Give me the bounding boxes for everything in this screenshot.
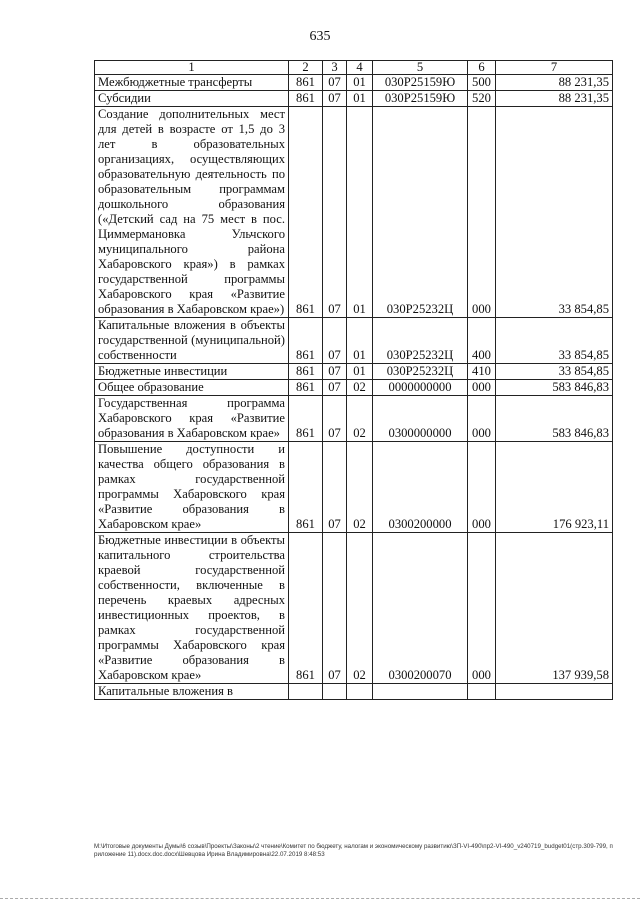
cell-col4: 01 [347,318,373,364]
row-name: Субсидии [95,91,289,107]
cell-col4: 02 [347,442,373,533]
cell-col5: 0300200070 [373,533,468,684]
table-row [95,533,613,684]
table-row [95,91,613,107]
row-name: Общее образование [95,380,289,396]
cell-col4: 01 [347,364,373,380]
table-row [95,75,613,91]
cell-col5: 0300000000 [373,396,468,442]
cell-col5: 030Р25232Ц [373,364,468,380]
row-name: Создание дополнительных мест для детей в возрасте от 1,5 до 3 лет в образовательных организациях, осуществляющих образовательную деятельность по образовательным программам дошкольного образования («Детский сад на 75 мест в пос. Циммермановка Ульчского муниципального района Хабаровского края») в рамках государственной программы Хабаровского края «Развитие образования в Хабаровском крае») [95,107,289,318]
cell-col2: 861 [289,533,323,684]
cell-col3: 07 [323,533,347,684]
cell-col4: 01 [347,91,373,107]
cell-col6: 000 [468,107,496,318]
row-name: Повышение доступности и качества общего образования в рамках государственной программы Хабаровского края «Развитие образования в Хабаровском крае» [95,442,289,533]
cell-col5: 030Р25159Ю [373,75,468,91]
cell-col3: 07 [323,318,347,364]
column-header: 2 [289,61,323,75]
cell-col4: 01 [347,75,373,91]
cell-col5: 0000000000 [373,380,468,396]
cell-col5: 0300200000 [373,442,468,533]
cell-col5: 030Р25232Ц [373,318,468,364]
table-row [95,380,613,396]
cell-col2: 861 [289,380,323,396]
table-row [95,396,613,442]
table-row [95,364,613,380]
cell-col7: 137 939,58 [496,533,613,684]
cell-col2: 861 [289,364,323,380]
cell-col2: 861 [289,107,323,318]
cell-col2: 861 [289,318,323,364]
cell-col4: 02 [347,380,373,396]
cell-col5 [373,684,468,700]
cell-col3: 07 [323,75,347,91]
cell-col6: 000 [468,380,496,396]
cell-col3: 07 [323,364,347,380]
cell-col4: 02 [347,533,373,684]
row-name: Капитальные вложения в [95,684,289,700]
column-header: 6 [468,61,496,75]
column-header: 1 [95,61,289,75]
cell-col7: 88 231,35 [496,91,613,107]
cell-col7: 88 231,35 [496,75,613,91]
cell-col3 [323,684,347,700]
row-name: Бюджетные инвестиции [95,364,289,380]
cell-col2: 861 [289,75,323,91]
cell-col7 [496,684,613,700]
cell-col4: 01 [347,107,373,318]
cell-col5: 030Р25232Ц [373,107,468,318]
cell-col6: 410 [468,364,496,380]
row-name: Государственная программа Хабаровского края «Развитие образования в Хабаровском крае» [95,396,289,442]
cell-col7: 583 846,83 [496,380,613,396]
cell-col2 [289,684,323,700]
cell-col3: 07 [323,442,347,533]
cell-col7: 33 854,85 [496,364,613,380]
cell-col6: 520 [468,91,496,107]
table-row [95,107,613,318]
column-header: 5 [373,61,468,75]
cell-col4: 02 [347,396,373,442]
row-name: Бюджетные инвестиции в объекты капитального строительства краевой государственной собственности, включенные в перечень краевых адресных инвестиционных проектов, в рамках государственной программы Хабаровского края «Развитие образования в Хабаровском крае» [95,533,289,684]
cell-col7: 33 854,85 [496,318,613,364]
table-header-row [95,61,613,75]
column-header: 3 [323,61,347,75]
cell-col2: 861 [289,91,323,107]
cell-col2: 861 [289,396,323,442]
cell-col3: 07 [323,380,347,396]
cell-col4 [347,684,373,700]
cell-col6: 500 [468,75,496,91]
cell-col7: 176 923,11 [496,442,613,533]
budget-table [94,60,613,700]
cell-col3: 07 [323,107,347,318]
row-name: Капитальные вложения в объекты государственной (муниципальной) собственности [95,318,289,364]
row-name: Межбюджетные трансферты [95,75,289,91]
page-bottom-rule [0,898,640,899]
cell-col5: 030Р25159Ю [373,91,468,107]
column-header: 4 [347,61,373,75]
cell-col2: 861 [289,442,323,533]
table-row [95,684,613,700]
cell-col6: 000 [468,442,496,533]
cell-col6: 000 [468,396,496,442]
cell-col6: 000 [468,533,496,684]
document-path-footer: M:\Итоговые документы Думы\6 созыв\Проекты\Законы\2 чтение\Комитет по бюджету, налогам и экономическому развитию\ЗП-VI-490\пр2-VI-490_v240719_budget01(стр.309-799, приложение 11).docx.doc.docx\Шевцова Ирина Владимировна\22.07.2019 8:48:53 [94,843,613,858]
cell-col7: 583 846,83 [496,396,613,442]
table-row [95,442,613,533]
cell-col6 [468,684,496,700]
column-header: 7 [496,61,613,75]
cell-col7: 33 854,85 [496,107,613,318]
cell-col6: 400 [468,318,496,364]
cell-col3: 07 [323,396,347,442]
table-row [95,318,613,364]
page-number: 635 [309,29,331,44]
cell-col3: 07 [323,91,347,107]
